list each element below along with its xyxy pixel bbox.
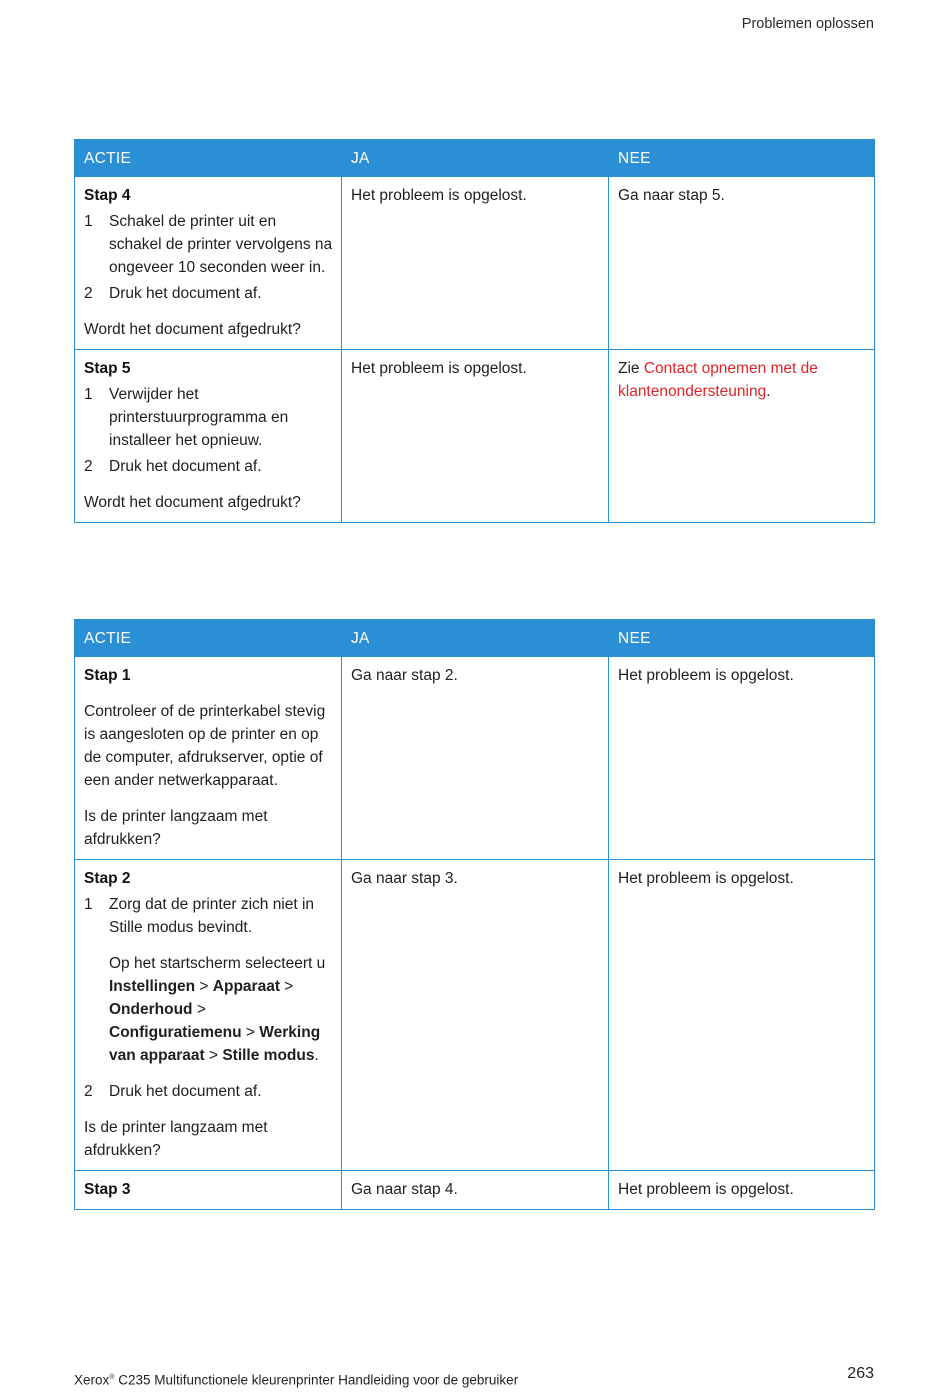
list-text: Druk het document af. [109,458,262,475]
path-configuratiemenu: Configuratiemenu [109,1024,242,1041]
header-nee: NEE [609,620,875,657]
step-question: Is de printer langzaam met afdrukken? [84,1119,268,1159]
header-actie: ACTIE [75,620,342,657]
list-number: 1 [84,213,93,230]
path-separator: > [241,1024,260,1041]
action-cell [75,1171,342,1210]
troubleshooting-table-2 [74,619,875,1210]
yes-cell: Ga naar stap 2. [342,657,609,860]
path-intro: Op het startscherm selecteert u [109,955,326,972]
path-end: . [314,1047,319,1064]
running-header: Problemen oplossen [741,16,874,32]
path-stille-modus: Stille modus [222,1047,315,1064]
troubleshooting-table-1 [74,139,875,523]
path-separator: > [279,978,294,995]
path-separator: > [192,1001,206,1018]
step-title: Stap 3 [84,1181,131,1198]
no-cell: Het probleem is opgelost. [609,657,875,860]
list-item [84,455,333,478]
list-number: 2 [84,285,93,302]
list-text: Druk het document af. [109,285,262,302]
list-text: Druk het document af. [109,1083,262,1100]
no-cell: Ga naar stap 5. [609,177,875,350]
action-cell [75,657,342,860]
path-separator: > [195,978,213,995]
step-body: Controleer of de printerkabel stevig is aangesloten op de printer en op de computer, afdrukserver, optie of een ander netwerkapparaat. [84,703,326,789]
step-question: Is de printer langzaam met afdrukken? [84,808,268,848]
table-row [75,177,875,350]
path-werking-van-apparaat: Werking van apparaat [109,1024,321,1064]
list-item [84,383,333,452]
footer-title [74,1366,518,1392]
table-header-row [75,620,875,657]
step-question: Wordt het document afgedrukt? [84,321,301,338]
action-cell [75,860,342,1171]
no-cell [609,350,875,523]
path-onderhoud: Onderhoud [109,1001,193,1018]
step-list [84,383,333,478]
action-cell [75,177,342,350]
page-number: 263 [847,1365,874,1382]
list-text: Schakel de printer uit en schakel de printer vervolgens na ongeveer 10 seconden weer in. [109,213,333,276]
menu-path-instruction [109,952,333,1067]
step-title: Stap 1 [84,667,131,684]
header-ja: JA [342,140,609,177]
table-header-row [75,140,875,177]
table-row [75,350,875,523]
path-separator: > [204,1047,223,1064]
header-nee: NEE [609,140,875,177]
list-number: 1 [84,386,93,403]
list-item [84,1080,333,1103]
action-cell [75,350,342,523]
footer-brand: Xerox [74,1372,110,1388]
list-number: 1 [84,896,93,913]
header-actie: ACTIE [75,140,342,177]
header-ja: JA [342,620,609,657]
yes-cell: Ga naar stap 4. [342,1171,609,1210]
list-number: 2 [84,1083,93,1100]
no-cell: Het probleem is opgelost. [609,860,875,1171]
no-prefix: Zie [618,360,644,377]
no-suffix: . [766,383,771,400]
table-row [75,1171,875,1210]
step-title: Stap 4 [84,187,131,204]
no-cell: Het probleem is opgelost. [609,1171,875,1210]
list-text: Verwijder het printerstuurprogramma en installeer het opnieuw. [109,386,289,449]
registered-mark: ® [109,1374,115,1381]
list-item [84,893,333,1067]
step-title: Stap 5 [84,360,131,377]
path-instellingen: Instellingen [109,978,196,995]
table-row [75,657,875,860]
table-row [75,860,875,1171]
yes-cell: Het probleem is opgelost. [342,177,609,350]
support-link[interactable]: Contact opnemen met de klantenondersteuning [618,360,818,400]
yes-cell: Ga naar stap 3. [342,860,609,1171]
list-item [84,210,333,279]
footer-text: C235 Multifunctionele kleurenprinter Handleiding voor de gebruiker [114,1372,519,1388]
list-number: 2 [84,458,93,475]
yes-cell: Het probleem is opgelost. [342,350,609,523]
list-item [84,282,333,305]
step-list [84,210,333,305]
step-question: Wordt het document afgedrukt? [84,494,301,511]
step-title: Stap 2 [84,870,131,887]
step-list [84,893,333,1103]
path-apparaat: Apparaat [212,978,280,995]
list-text: Zorg dat de printer zich niet in Stille modus bevindt. [109,896,315,936]
